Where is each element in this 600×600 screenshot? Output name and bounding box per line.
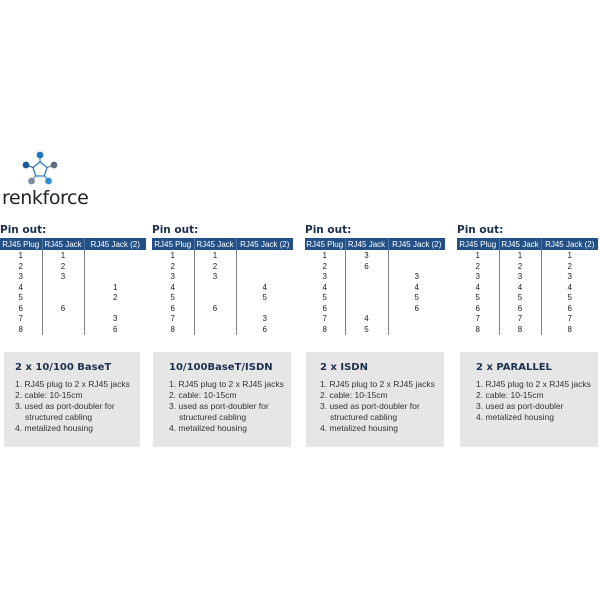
item-text: used as port-doubler (485, 401, 564, 411)
cell: 6 (457, 304, 499, 315)
cell: 7 (567, 314, 572, 323)
pinout-title: Pin out: (0, 224, 47, 236)
feature-list (169, 379, 291, 434)
cell: 3 (152, 272, 194, 283)
cell: 3 (194, 272, 236, 283)
pinout-table (457, 238, 598, 335)
header-rj45-plug: RJ45 Plug (0, 238, 42, 250)
item-text: used as port-doubler for (24, 401, 115, 411)
table-row (457, 304, 598, 315)
cell: 6 (345, 262, 388, 273)
cell (194, 314, 236, 325)
cell: 4 (152, 283, 194, 294)
cell: 2 (457, 262, 499, 273)
cell (345, 304, 388, 315)
cell: 4 (499, 283, 541, 294)
table-row (152, 314, 293, 325)
cell (345, 293, 388, 304)
table-row (305, 250, 445, 262)
list-item (169, 401, 291, 423)
table-row (305, 293, 445, 304)
table-row (457, 293, 598, 304)
table-row (305, 304, 445, 315)
cell: 6 (499, 304, 541, 315)
cell: 8 (0, 325, 42, 336)
header-rj45-plug: RJ45 Plug (152, 238, 194, 250)
item-number: 1. (15, 379, 23, 389)
cell: 5 (0, 293, 42, 304)
cell: 6 (262, 324, 267, 334)
cell: 8 (457, 325, 499, 336)
cell: 3 (262, 314, 267, 323)
item-number: 3. (476, 401, 484, 411)
cell: 2 (567, 261, 572, 271)
cell (84, 304, 146, 315)
header-rj45-jack: RJ45 Jack (499, 238, 541, 250)
cell: 2 (113, 293, 118, 302)
cell: 1 (113, 282, 118, 292)
cell: 6 (0, 304, 42, 315)
header-rj45-jack: RJ45 Jack (42, 238, 84, 250)
cell: 4 (262, 282, 267, 292)
item-text: used as port-doubler for (329, 401, 420, 411)
cell (236, 262, 293, 273)
item-number: 1. (476, 379, 484, 389)
table-row (0, 314, 146, 325)
item-number: 2. (15, 390, 23, 400)
item-number: 3. (169, 401, 177, 411)
table-row (305, 314, 445, 325)
cell: 8 (305, 325, 345, 336)
item-number: 3. (320, 401, 328, 411)
cell (84, 262, 146, 273)
item-text: RJ45 plug to 2 x RJ45 jacks (329, 379, 435, 389)
list-item (15, 401, 140, 423)
table-row (0, 304, 146, 315)
cell: 2 (499, 262, 541, 273)
table-row (457, 283, 598, 294)
cell: 5 (262, 293, 267, 302)
cell: 1 (567, 251, 572, 260)
pentagon-star-logo-icon (20, 150, 60, 188)
item-text: RJ45 plug to 2 x RJ45 jacks (178, 379, 284, 389)
table-row (152, 325, 293, 336)
header-rj45-plug: RJ45 Plug (457, 238, 499, 250)
cell: 1 (0, 250, 42, 262)
feature-list (320, 379, 444, 434)
pinout-panel-4 (457, 224, 598, 335)
cell: 4 (345, 314, 388, 325)
cell: 6 (414, 303, 419, 313)
list-item (15, 379, 140, 390)
cell (194, 325, 236, 336)
cell: 3 (0, 272, 42, 283)
header-rj45-jack-2: RJ45 Jack (2) (236, 238, 293, 250)
item-text-continued: structured cabling (330, 412, 398, 422)
list-item (476, 390, 598, 401)
cell: 7 (457, 314, 499, 325)
pinout-title: Pin out: (457, 224, 504, 236)
header-rj45-plug: RJ45 Plug (306, 239, 344, 249)
cell (84, 272, 146, 283)
pinout-table (0, 238, 146, 335)
table-row (305, 262, 445, 273)
header-rj45-jack-2: RJ45 Jack (2) (541, 238, 598, 250)
cell: 8 (567, 324, 572, 334)
pinout-panel-1 (0, 224, 146, 335)
header-rj45-jack-2: RJ45 Jack (2) (388, 238, 445, 250)
cell: 4 (305, 283, 345, 294)
list-item (15, 423, 140, 434)
cell: 1 (194, 250, 236, 262)
cell: 4 (567, 282, 572, 292)
item-text: used as port-doubler for (178, 401, 269, 411)
card-title: 2 x ISDN (320, 362, 368, 373)
cell (194, 283, 236, 294)
cell (236, 272, 293, 283)
list-item (169, 390, 291, 401)
item-number: 4. (476, 412, 484, 422)
cell: 6 (42, 304, 84, 315)
description-card-2 (153, 352, 291, 447)
item-text: cable: 10-15cm (329, 390, 388, 400)
cell (236, 304, 293, 315)
cell: 2 (305, 262, 345, 273)
cell (42, 325, 84, 336)
cell: 4 (414, 282, 419, 292)
cell (236, 250, 293, 262)
item-text-continued: structured cabling (179, 412, 247, 422)
cell: 2 (152, 262, 194, 273)
cell: 7 (0, 314, 42, 325)
item-number: 2. (320, 390, 328, 400)
cell: 3 (42, 272, 84, 283)
cell: 7 (499, 314, 541, 325)
feature-list (476, 379, 598, 423)
item-text: metalized housing (485, 412, 554, 422)
cell: 3 (414, 272, 419, 281)
cell: 6 (194, 304, 236, 315)
cell: 3 (499, 272, 541, 283)
cell: 7 (152, 314, 194, 325)
cell: 1 (152, 250, 194, 262)
item-number: 1. (320, 379, 328, 389)
pinout-title: Pin out: (305, 224, 352, 236)
cell: 5 (499, 293, 541, 304)
item-text: cable: 10-15cm (178, 390, 237, 400)
cell (388, 325, 445, 336)
cell: 3 (113, 314, 118, 323)
brand-logo (0, 150, 110, 210)
cell: 1 (305, 250, 345, 262)
cell: 6 (152, 304, 194, 315)
cell: 3 (345, 250, 388, 262)
cell: 2 (0, 262, 42, 273)
list-item (476, 401, 598, 412)
table-row (152, 283, 293, 294)
cell: 2 (42, 262, 84, 273)
item-text-continued: structured cabling (25, 412, 93, 422)
cell: 5 (457, 293, 499, 304)
cell (84, 250, 146, 262)
item-text: metalized housing (178, 423, 247, 433)
item-text: metalized housing (24, 423, 93, 433)
cell: 8 (499, 325, 541, 336)
cell (388, 262, 445, 273)
cell: 2 (194, 262, 236, 273)
list-item (15, 390, 140, 401)
table-row (0, 272, 146, 283)
table-row (152, 293, 293, 304)
description-card-1 (4, 352, 140, 447)
item-number: 1. (169, 379, 177, 389)
cell: 8 (152, 325, 194, 336)
cell: 6 (567, 303, 572, 313)
card-title: 10/100BaseT/ISDN (169, 362, 273, 373)
cell: 5 (345, 325, 388, 336)
cell: 1 (42, 250, 84, 262)
list-item (320, 379, 444, 390)
list-item (320, 401, 444, 423)
card-title: 2 x PARALLEL (476, 362, 552, 373)
table-row (457, 262, 598, 273)
description-card-4 (460, 352, 598, 447)
pinout-title: Pin out: (152, 224, 199, 236)
table-row (152, 272, 293, 283)
pinout-panel-2 (152, 224, 293, 335)
cell: 3 (567, 272, 572, 281)
cell: 5 (567, 293, 572, 302)
cell: 1 (457, 250, 499, 262)
pinout-panel-3 (305, 224, 445, 335)
item-number: 4. (15, 423, 23, 433)
item-number: 2. (169, 390, 177, 400)
table-row (305, 283, 445, 294)
cell (345, 272, 388, 283)
item-number: 4. (169, 423, 177, 433)
cell (388, 250, 445, 262)
list-item (476, 412, 598, 423)
header-rj45-jack-2: RJ45 Jack (2) (84, 238, 146, 250)
header-rj45-jack: RJ45 Jack (345, 238, 388, 250)
cell (345, 283, 388, 294)
cell: 3 (457, 272, 499, 283)
item-text: cable: 10-15cm (485, 390, 544, 400)
table-row (0, 325, 146, 336)
item-text: RJ45 plug to 2 x RJ45 jacks (24, 379, 130, 389)
list-item (169, 423, 291, 434)
cell (42, 293, 84, 304)
cell: 5 (414, 293, 419, 302)
table-row (0, 293, 146, 304)
item-text: RJ45 plug to 2 x RJ45 jacks (485, 379, 591, 389)
description-card-3 (306, 352, 444, 447)
table-row (0, 262, 146, 273)
list-item (320, 390, 444, 401)
table-row (457, 314, 598, 325)
table-row (152, 250, 293, 262)
item-number: 2. (476, 390, 484, 400)
item-text: metalized housing (329, 423, 398, 433)
pinout-table (152, 238, 293, 335)
feature-list (15, 379, 140, 434)
list-item (320, 423, 444, 434)
cell: 5 (305, 293, 345, 304)
cell: 6 (113, 324, 118, 334)
header-rj45-jack: RJ45 Jack (194, 238, 236, 250)
list-item (476, 379, 598, 390)
table-row (457, 272, 598, 283)
cell (42, 314, 84, 325)
cell: 4 (457, 283, 499, 294)
table-row (0, 250, 146, 262)
table-row (152, 304, 293, 315)
item-number: 4. (320, 423, 328, 433)
table-row (0, 283, 146, 294)
table-row (457, 325, 598, 336)
card-title: 2 x 10/100 BaseT (15, 362, 112, 373)
cell: 1 (499, 250, 541, 262)
cell: 5 (152, 293, 194, 304)
item-number: 3. (15, 401, 23, 411)
pinout-table (305, 238, 445, 335)
list-item (169, 379, 291, 390)
brand-name: renkforce (2, 187, 89, 209)
table-row (305, 325, 445, 336)
cell: 6 (305, 304, 345, 315)
cell (388, 314, 445, 325)
cell (194, 293, 236, 304)
cell: 4 (0, 283, 42, 294)
table-row (457, 250, 598, 262)
item-text: cable: 10-15cm (24, 390, 83, 400)
cell: 7 (305, 314, 345, 325)
table-row (152, 262, 293, 273)
table-row (305, 272, 445, 283)
cell: 3 (305, 272, 345, 283)
cell (42, 283, 84, 294)
